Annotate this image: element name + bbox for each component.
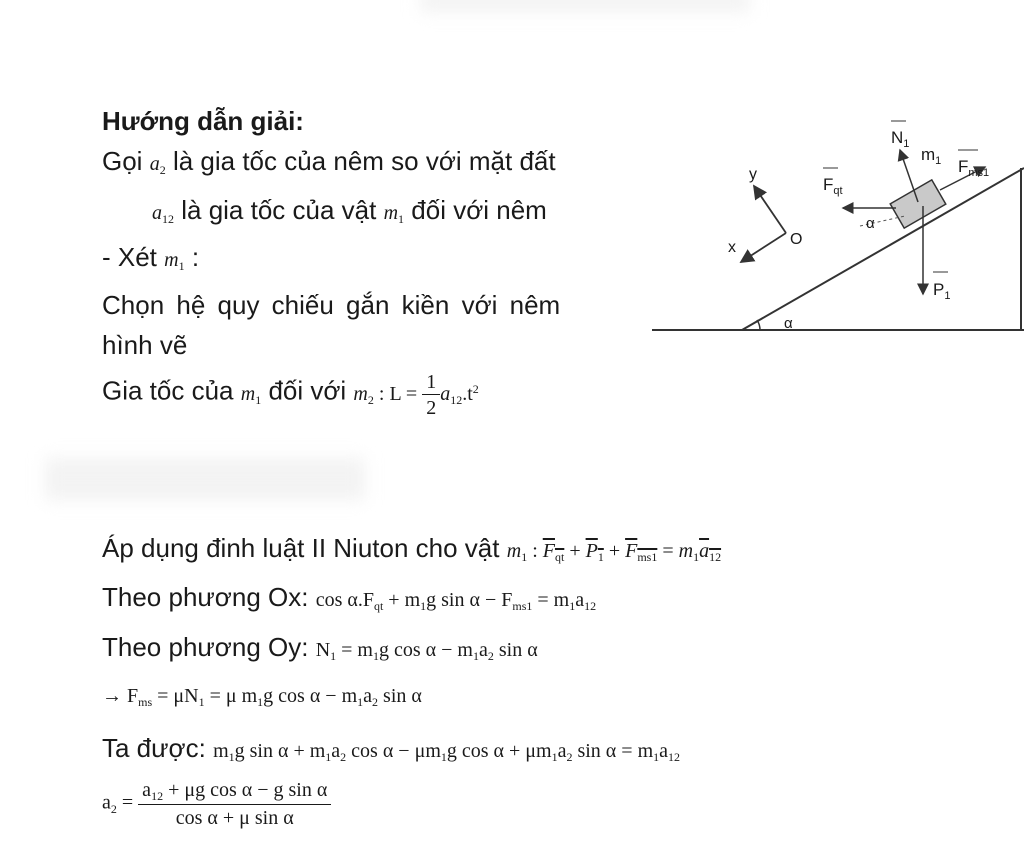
normal-force-label: $N_1$ [891, 128, 910, 150]
projection-ox-line: Theo phương Ox: $\cos \alpha.F_{qt} + m_1g$ $\sin \alpha - F_{ms1} = m_1a_{12}$ [102, 582, 597, 614]
wedge-incline [742, 168, 1024, 330]
weight-label: $P_1$ [933, 280, 951, 302]
newton-second-law-line: Áp dụng đinh luật II Niuton cho vật $m_1$ : $F_{qt} + P_1 + F_{ms1} = m_1a_{12}$ [102, 533, 722, 565]
x-axis-label: x [728, 239, 736, 256]
line-relative-acceleration: Gia tốc của $m_1$ đối với $m_2$ : L = $\frac{1}{2}$ $a_{12}.t^2$ [102, 371, 479, 419]
angle-label-base: α [784, 315, 793, 332]
combined-equation-line: Ta được: $m_1g$ $\sin \alpha + m_1a_2$ $\cos \alpha - \mu m_1g$ $\cos \alpha + \mu m_1a_2$ $\sin \alpha = m_1a_{12}$ [102, 733, 681, 765]
y-axis-label: y [749, 166, 757, 183]
line-consider-m1: - Xét $m_1$ : [102, 242, 200, 274]
mass-label: $m_1$ [921, 145, 942, 167]
wedge-angle-arc [757, 320, 760, 330]
x-axis-arrow [741, 233, 786, 262]
friction-force-label: $F_{ms1}$ [958, 157, 990, 179]
final-result-formula: $a_2$ = $\frac{a_{12} + \mu g \cos \alpha - g \sin \alpha}{\text{cos α + μ sin α}}$ [102, 780, 331, 828]
y-axis-arrow [754, 186, 786, 233]
line-figure: hình vẽ [102, 330, 188, 360]
friction-force-line: → $F_{ms} = \mu N_1 = \mu$ $m_1g$ $\cos \alpha - m_1a_2$ sin α [102, 685, 422, 710]
origin-label: O [790, 231, 803, 248]
inertial-force-label: $F_{qt}$ [823, 175, 843, 197]
line-wedge-acceleration: Gọi $a_2$ là gia tốc của nêm so với mặt đất [102, 146, 556, 178]
block-m1 [890, 180, 946, 228]
line-body-acceleration: $a_{12}$ là gia tốc của vật $m_1$ đối với nêm [152, 195, 547, 227]
line-reference-frame: Chọn hệ quy chiếu gắn kiền với nêm [102, 290, 561, 320]
angle-label-block: α [866, 215, 875, 232]
solution-heading: Hướng dẫn giải: [102, 106, 304, 136]
projection-oy-line: Theo phương Oy: $N_1 = m_1g$ $\cos \alpha - m_1a_2$ sin α [102, 632, 538, 664]
